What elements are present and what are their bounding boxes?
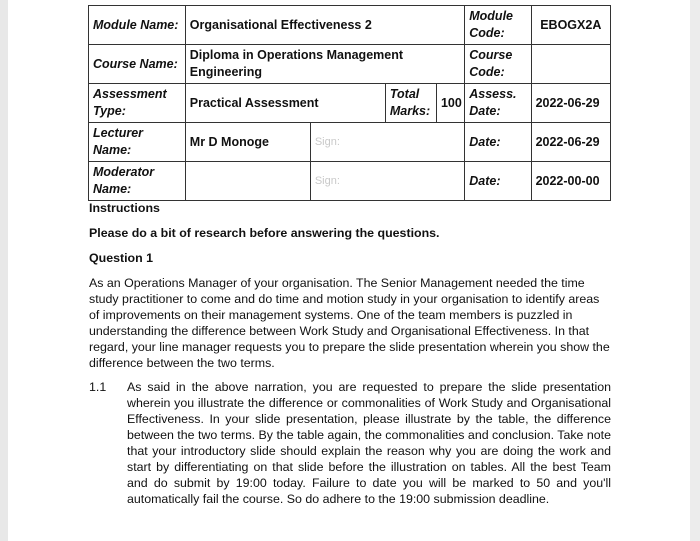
lecturer-date-value: 2022-06-29 — [531, 123, 610, 162]
course-name-value: Diploma in Operations Management Engineering — [185, 45, 464, 84]
instructions-heading: Instructions — [89, 201, 160, 215]
question-paragraph: As an Operations Manager of your organisation. The Senior Management needed the time study practitioner to come and do time and motion study in your organisation to identify areas of improvements on their management systems. One of the team members is puzzled in understanding the difference between Work Study and Organisational Effectiveness. In that regard, your line manager requests you to prepare the slide presentation wherein you show the difference between the two terms. — [89, 276, 610, 370]
right-edge-shadow — [690, 0, 700, 541]
row-course — [89, 45, 611, 84]
total-marks-label: Total Marks: — [385, 84, 436, 123]
lecturer-date-label: Date: — [465, 123, 531, 162]
lecturer-label: Lecturer Name: — [89, 123, 186, 162]
course-code-value — [531, 45, 610, 84]
row-assessment — [89, 84, 611, 123]
assess-date-label: Assess. Date: — [465, 84, 531, 123]
row-moderator — [89, 162, 611, 201]
item-number: 1.1 — [89, 380, 107, 394]
moderator-sign-field: Sign: — [310, 162, 464, 201]
instructions-text: Please do a bit of research before answering the questions. — [89, 226, 440, 240]
moderator-date-value: 2022-00-00 — [531, 162, 610, 201]
course-code-label: Course Code: — [465, 45, 531, 84]
assessment-header-table — [88, 5, 611, 201]
left-edge-shadow — [0, 0, 8, 541]
assessment-type-label: Assessment Type: — [89, 84, 186, 123]
item-text: As said in the above narration, you are requested to prepare the slide presentation wherein you illustrate the difference or commonalities of Work Study and Organisational Effectiveness. In your slide presentation, please illustrate by the table, the difference between the two terms. By the table again, the commonalities and conclusion. Take note that your introductory slide should explain the reason why you are doing the work and start by differentiating on that slide before the illustration on tables. All the best Team and do submit by 19:00 today. Failure to date you will be marked to 50 and you'll automatically fail the course. So do adhere to the 19:00 submission deadline. — [127, 380, 611, 506]
assess-date-value: 2022-06-29 — [531, 84, 610, 123]
question-heading: Question 1 — [89, 251, 154, 265]
moderator-label: Moderator Name: — [89, 162, 186, 201]
lecturer-value: Mr D Monoge — [185, 123, 310, 162]
document-body — [89, 200, 611, 507]
total-marks-value: 100 — [436, 84, 464, 123]
moderator-date-label: Date: — [465, 162, 531, 201]
module-code-label: Module Code: — [465, 6, 531, 45]
moderator-value — [185, 162, 310, 201]
assessment-type-value: Practical Assessment — [185, 84, 385, 123]
lecturer-sign-field: Sign: — [310, 123, 464, 162]
course-name-label: Course Name: — [89, 45, 186, 84]
row-module — [89, 6, 611, 45]
module-name-value: Organisational Effectiveness 2 — [185, 6, 464, 45]
module-code-value: EBOGX2A — [531, 6, 610, 45]
module-name-label: Module Name: — [89, 6, 186, 45]
question-item — [89, 379, 611, 507]
row-lecturer — [89, 123, 611, 162]
